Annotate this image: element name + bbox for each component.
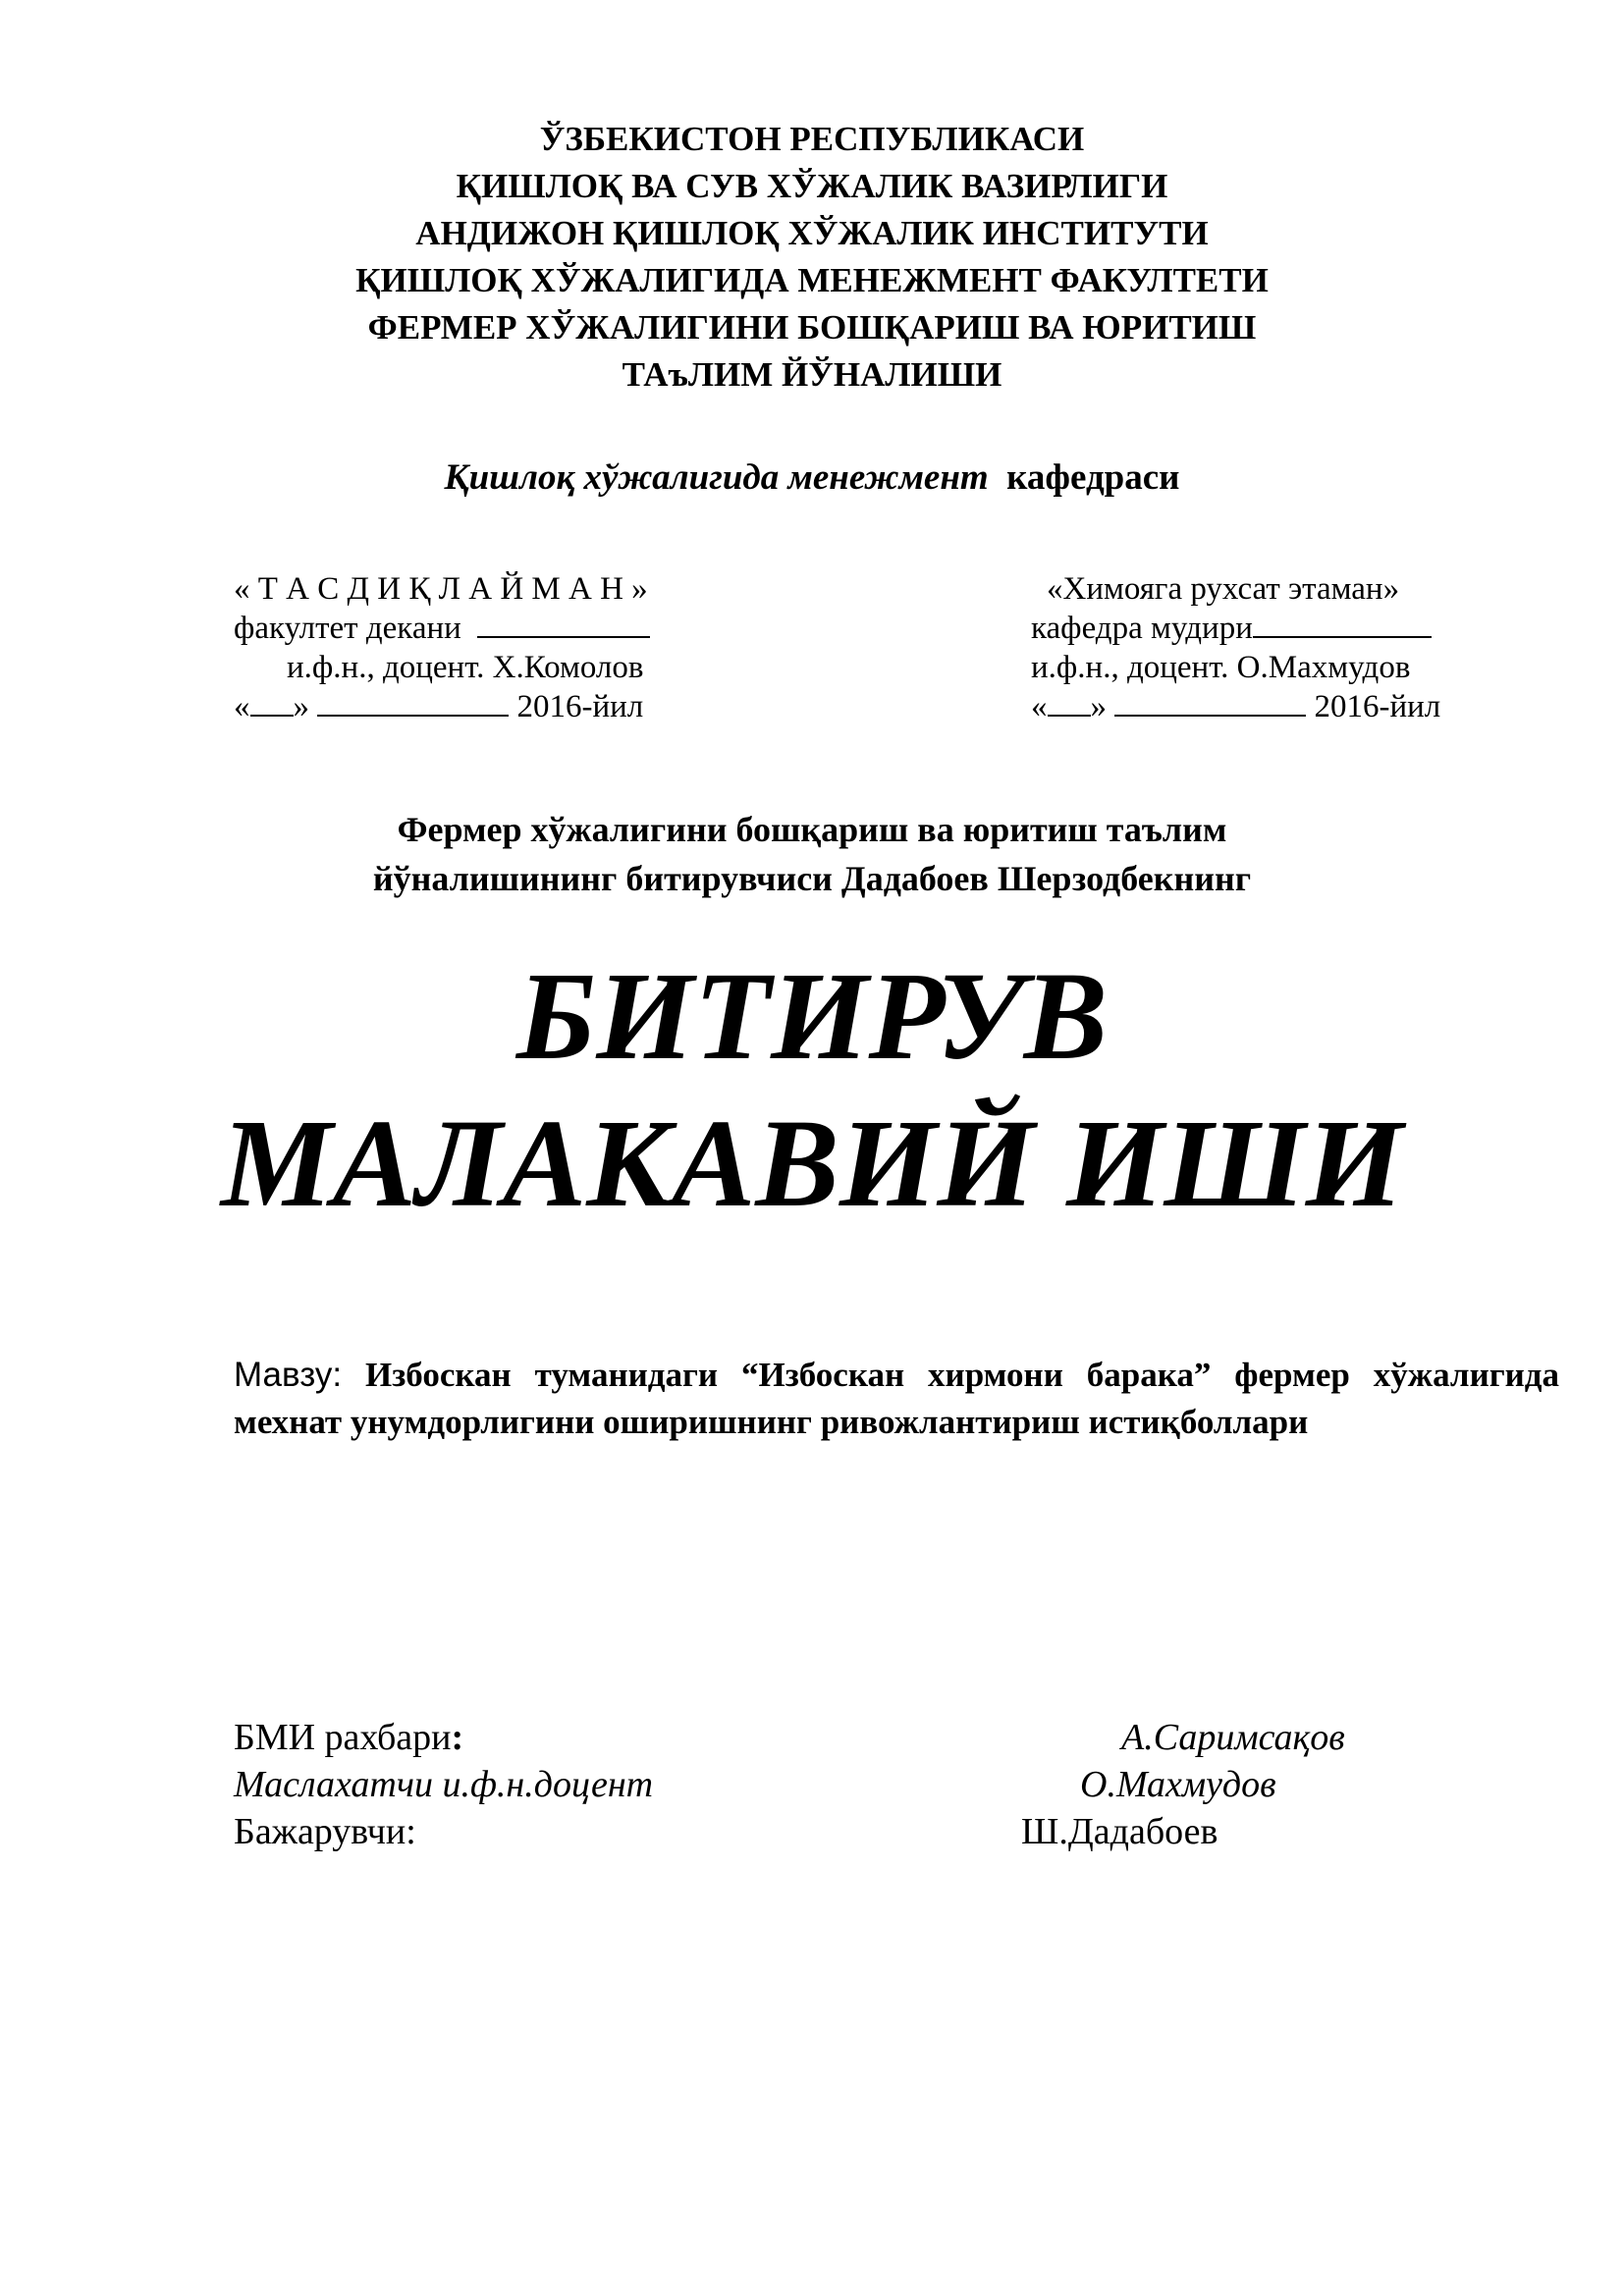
approval-left-year: 2016-йил: [516, 689, 644, 724]
approval-left-date-close: »: [293, 689, 309, 724]
executor-name: Ш.Дадабоев: [1021, 1811, 1218, 1852]
consultant-name: О.Махмудов: [1080, 1764, 1276, 1805]
approval-right-person: и.ф.н., доцент. О.Махмудов: [1031, 650, 1411, 685]
approval-left-date-open: «: [234, 689, 250, 724]
approval-left-day-blank: [250, 689, 294, 717]
title-line-1: БИТИРУВ: [515, 946, 1109, 1086]
subtitle-line-1: Фермер хўжалигини бошқариш ва юритиш таълим: [397, 810, 1227, 849]
approval-right-month-blank: [1114, 689, 1306, 717]
supervisor-label: БМИ рахбари: [234, 1717, 452, 1758]
title-line-2: МАЛАКАВИЙ ИШИ: [220, 1094, 1404, 1233]
header-line-ministry: ҚИШЛОҚ ВА СУВ ХЎЖАЛИК ВАЗИРЛИГИ: [456, 167, 1168, 205]
topic-text: Избоскан туманидаги “Избоскан хирмони барака” фермер хўжалигида мехнат унумдорлигини оширишнинг ривожлантириш истиқболлари: [234, 1356, 1559, 1441]
department-name: Қишлоқ хўжалигида менежмент: [444, 457, 989, 498]
subtitle-line-2: йўналишининг битирувчиси Дадабоев Шерзодбекнинг: [372, 859, 1252, 898]
header-line-country: ЎЗБЕКИСТОН РЕСПУБЛИКАСИ: [539, 120, 1085, 158]
supervisor-name: А.Саримсақов: [1121, 1717, 1345, 1758]
approval-left-role-line: [234, 609, 650, 648]
supervisor-label-line: [234, 1714, 463, 1761]
approval-left-title: « Т А С Д И Қ Л А Й М А Н »: [234, 571, 648, 607]
approval-left-signature-blank: [477, 611, 650, 638]
approval-right-role: кафедра мудири: [1031, 611, 1253, 646]
topic-label: Мавзу:: [234, 1356, 343, 1394]
header-line-faculty: ҚИШЛОҚ ХЎЖАЛИГИДА МЕНЕЖМЕНТ ФАКУЛТЕТИ: [355, 261, 1269, 299]
executor-label: Бажарувчи:: [234, 1811, 416, 1852]
header-line-program: ФЕРМЕР ХЎЖАЛИГИНИ БОШҚАРИШ ВА ЮРИТИШ: [367, 308, 1257, 347]
supervisor-colon: :: [451, 1717, 464, 1758]
approval-right-day-blank: [1048, 689, 1091, 717]
approval-right-date-close: »: [1090, 689, 1107, 724]
approval-right-date-line: [1031, 687, 1440, 726]
topic-paragraph: [234, 1352, 1559, 1446]
approval-right-signature-blank: [1253, 611, 1432, 638]
approval-right-title: «Химояга рухсат этаман»: [1047, 571, 1400, 607]
institution-header: [0, 116, 1624, 399]
consultant-label: Маслахатчи и.ф.н.доцент: [234, 1764, 654, 1805]
approval-right-year: 2016-йил: [1314, 689, 1441, 724]
header-line-direction: ТАъЛИМ ЙЎНАЛИШИ: [622, 355, 1002, 394]
approval-left-date-line: [234, 687, 643, 726]
approval-left-month-blank: [317, 689, 509, 717]
approval-left-person: и.ф.н., доцент. Х.Комолов: [287, 650, 644, 685]
approval-right-date-open: «: [1031, 689, 1048, 724]
approval-left-role: факултет декани: [234, 611, 461, 646]
document-title: [0, 942, 1624, 1237]
header-line-institute: АНДИЖОН ҚИШЛОҚ ХЎЖАЛИК ИНСТИТУТИ: [415, 214, 1209, 252]
graduate-subtitle: [0, 805, 1624, 903]
department-suffix: кафедраси: [1006, 457, 1180, 498]
approval-right-role-line: [1031, 609, 1432, 648]
department-line: [0, 456, 1624, 499]
